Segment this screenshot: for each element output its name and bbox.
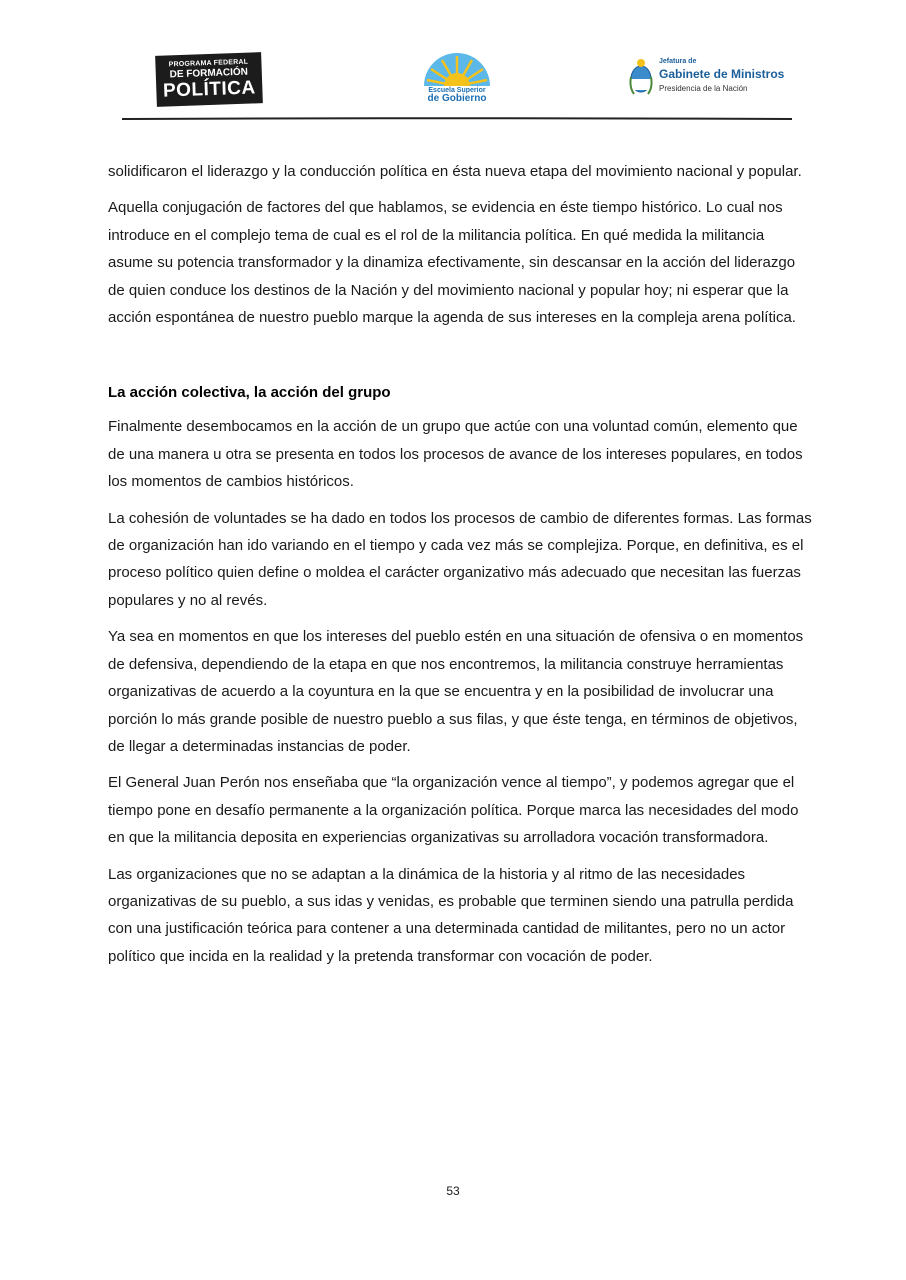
logo-jgm-line1: Jefatura de	[659, 58, 697, 65]
paragraph: Las organizaciones que no se adaptan a la dinámica de la historia y al ritmo de las necesidades organizativas de su pueblo, a sus idas y venidas, es probable que terminen siendo una patrulla perdida con una justificación teórica para contener a una determinada cantidad de militantes, pero no un actor político que incida en la realidad y la pretenda transformar con vocación de poder.	[108, 865, 794, 965]
paragraph: solidificaron el liderazgo y la conducción política en ésta nueva etapa del movimiento nacional y popular.	[108, 163, 802, 180]
logo-pff-line1: PROGRAMA FEDERAL	[168, 58, 249, 69]
logo-pff-line3: POLÍTICA	[162, 77, 257, 102]
paragraph: Ya sea en momentos en que los intereses del pueblo estén en una situación de ofensiva o en momentos de defensiva, dependiendo de la etapa en que nos encontremos, la militancia construye herramientas organizativas de acuerdo a la coyuntura en la que se encuentra y en la posibilidad de involucrar una porción lo más grande posible de nuestro pueblo a sus filas, y que éste tenga, en términos de objetivos, de llegar a determinadas instancias de poder.	[108, 628, 804, 755]
logo-jgm-line3: Presidencia de la Nación	[659, 84, 748, 93]
logo-jgm-line2: Gabinete de Ministros	[659, 67, 785, 81]
coat-of-arms-icon	[628, 57, 654, 97]
document-body	[108, 158, 812, 979]
logo-pff-line2: DE FORMACIÓN	[169, 66, 249, 81]
logo-esg-line2: de Gobierno	[427, 93, 487, 104]
paragraph: Aquella conjugación de factores del que hablamos, se evidencia en éste tiempo histórico. Lo cual nos introduce en el complejo tema de cual es el rol de la militancia política. En qué medida la militancia asume su potencia transformador y la dinamiza efectivamente, sin descansar en la acción del liderazgo de quien conduce los destinos de la Nación y del movimiento nacional y popular hoy; ni esperar que la acción espontánea de nuestro pueblo marque la agenda de sus intereses en la compleja arena política.	[108, 199, 796, 327]
header-divider	[122, 117, 792, 121]
logo-esg-line1: Escuela Superior	[428, 87, 486, 94]
section-heading: La acción colectiva, la acción del grupo	[108, 384, 391, 402]
page-header	[0, 0, 906, 125]
paragraph: La cohesión de voluntades se ha dado en todos los procesos de cambio de diferentes formas. Las formas de organización han ido variando en el tiempo y cada vez más se complejiza. Porque, en definitiva, es el proceso político quien define o moldea el carácter organizativo más adecuado que necesitan las fuerzas populares y no al revés.	[108, 509, 812, 609]
paragraph: El General Juan Perón nos enseñaba que “la organización vence al tiempo”, y podemos agregar que el tiempo pone en desafío permanente a la organización política. Porque marca las necesidades del modo en que la militancia deposita en experiencias organizativas su arrolladora vocación transformadora.	[108, 774, 799, 847]
escuela-superior-logo	[417, 52, 497, 108]
sun-icon	[422, 52, 492, 86]
programa-federal-logo	[155, 52, 263, 107]
page-number: 53	[446, 1184, 460, 1198]
jefatura-gabinete-logo	[628, 56, 788, 100]
paragraph: Finalmente desembocamos en la acción de un grupo que actúe con una voluntad común, elemento que de una manera u otra se presenta en todos los procesos de avance de los intereses populares, en todos los momentos de cambios históricos.	[108, 418, 803, 491]
